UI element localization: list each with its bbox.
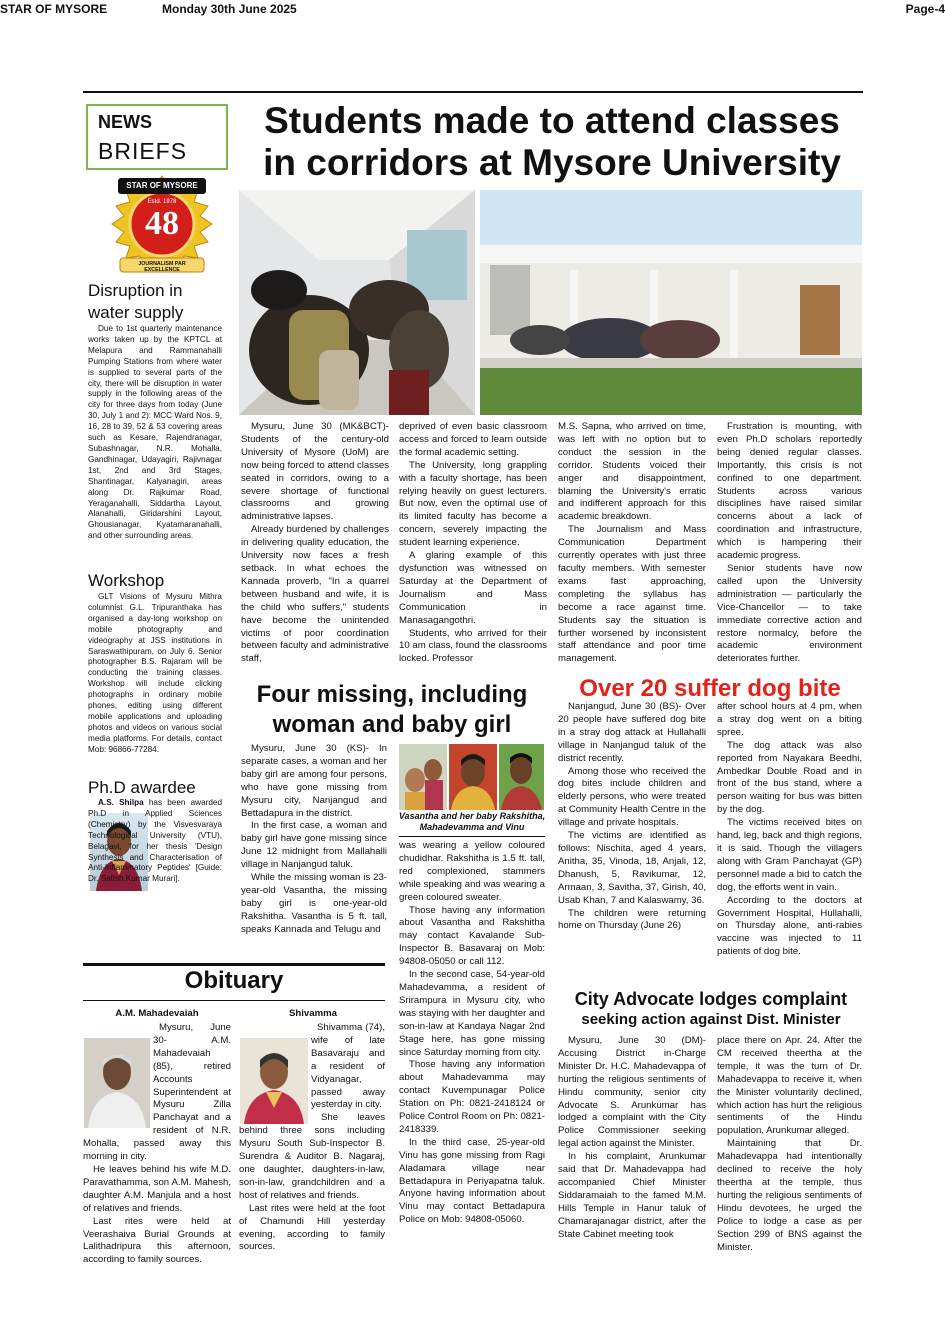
paragraph: In the third case, 25-year-old Vinu has gone missing from Ragi Aladamara village near Bettadapura in Periyapatna taluk. Anyone having information about Vinu may contact Bettadapura Police on Mob: 94808-05060.: [399, 1136, 545, 1226]
paragraph: The children were returning home on Thursday (June 26): [558, 907, 706, 932]
missing-headline-line2: woman and baby girl: [272, 711, 512, 738]
corridor-photo-right: [480, 190, 862, 415]
paragraph: A glaring example of this dysfunction was witnessed on Saturday at the Department of Journalism and Mass Communication in Manasagangothri.: [399, 550, 547, 626]
logo-estd: Estd. 1978: [147, 199, 177, 205]
paragraph: In the second case, 54-year-old Mahadevamma, a resident of Srirampura in Mysuru city, who was staying with her daughter and son-in-law at Kandaya Nagar 2nd Stage here, has gone missing since Saturday morning from city.: [399, 969, 545, 1058]
paragraph: Maintaining that Dr. Mahadevappa had intentionally declined to receive the holy theertha at the temple, thus hurting the religious sentiments of Hindu devotees, he urged the Police to lodge a case as per Section 299 of BNS against the Minister.: [717, 1138, 862, 1253]
paragraph: She leaves behind three sons including Mysuru South Sub-Inspector B. Surendra & Auditor B. Nagaraj, one daughter, daughters-in-law, son-in-law, grandchildren and a host of relatives and friends.: [239, 1112, 385, 1201]
paragraph: Nanjangud, June 30 (BS)- Over 20 people have suffered dog bite in a stray dog attack at Hullahalli village in Nanjangud taluk of the district recently.: [558, 701, 706, 764]
brief-heading: Disruption in water supply: [88, 281, 184, 322]
paragraph: Those having any information about Mahadevamma may contact Kuvempunagar Police Station on Ph: 0821-2418124 or Police Control Room on Ph: 0821-2418339.: [399, 1059, 545, 1135]
paragraph: Frustration is mounting, with even Ph.D scholars reportedly being denied regular classes. Importantly, this crisis is not confined to one department. Students across various disciplines have raised similar concerns about a lack of coordination and infrastructure, which is hampering their academic progress.: [717, 421, 862, 562]
paragraph: The University, long grappling with a faculty shortage, has been relying heavily on guest lecturers. But now, even the optimal use of its limited faculty has become a concern, severely impacting the student learning experience.: [399, 459, 547, 549]
obituary-b-p1: [239, 1022, 385, 1112]
paragraph: The victims received bites on hand, leg, back and thigh regions, it is said. Though the villagers along with Gram Panchayat (GP) personnel made a bid to catch the dog, the efforts went in vain.: [717, 817, 862, 893]
missing-headline-line1: Four missing, including: [256, 681, 528, 708]
masthead: [0, 0, 945, 18]
paragraph: was wearing a yellow coloured chudidhar. Rakshitha is 1.5 ft. tall, red complexioned, stammers while speaking and was wearing a green coloured sweater.: [399, 840, 545, 903]
obituary-a-text: [83, 1022, 231, 1267]
lead-headline-line2: in corridors at Mysore University: [263, 142, 841, 183]
advocate-col-1: [558, 1035, 706, 1242]
logo-number: 48: [145, 205, 179, 242]
dog-col-1: [558, 701, 706, 933]
lead-headline: [232, 100, 872, 184]
missing-headline: [236, 680, 548, 740]
page-number: Page-4: [905, 2, 945, 16]
brief-workshop: [88, 570, 222, 756]
paragraph: The dog attack was also reported from Nayakara Beedhi, Ambedkar Double Road and in front of the bus stand, where a person waiting for bus was bitten by the dog.: [717, 739, 862, 816]
paragraph: Those having any information about Vasantha and Rakshitha may contact Kavalande Sub-Inspector B. Basavaraj on Mob: 94808-05050 or call 112.: [399, 904, 545, 968]
lead-col-4: [717, 421, 862, 666]
paragraph: Mysuru, June 30 (KS)- In separate cases, a woman and her baby girl are among four persons, who have gone missing from Mysuru city, Nanjangud and Bettadapura in the district.: [241, 743, 387, 819]
brief-body: GLT Visions of Mysuru Mithra columnist G.L. Tripuranthaka has organised a day-long workshop on mobile photography and videography at JSS institutions in Saraswathipuram, on July 6. Senior photographer B.S. Rajaram will be conducting the training classes. Workshop will include clicking photographs in ordinary mobile phones, editing using different mobile applications and uploading photos and videos on various social media platforms. For details, contact Mob: 96866-77284.: [88, 592, 222, 754]
obituary-b-p1-text: Shivamma (74), wife of late Basavaraju and a resident of Vidyanagar, passed away yesterday in city.: [311, 1022, 385, 1111]
phd-text: [88, 798, 222, 885]
paragraph: Senior students have now called upon the University administration — particularly the Vice-Chancellor — to take immediate corrective action and restore normalcy, before the academic environment deteriorates further.: [717, 562, 862, 665]
paragraph: deprived of even basic classroom access and forced to learn outside the formal academic setting.: [399, 421, 547, 458]
advocate-headline-line1: City Advocate lodges complaint: [574, 989, 848, 1009]
paragraph: In the first case, a woman and baby girl have gone missing since June 12 midnight from Mallahalli village in Nanjangud taluk.: [241, 820, 387, 871]
paragraph: Last rites were held at Veerashaiva Burial Grounds at Lalithadripura this afternoon, according to family sources.: [83, 1215, 231, 1266]
paragraph: The Journalism and Mass Communication Department currently operates with just three faculty members. With semester exams fast approaching, completing the syllabus has become a race against time. Students say the situation is further worsened by inconsistent staff attendance and poor time management.: [558, 524, 706, 665]
lead-col-1: [241, 421, 389, 666]
paragraph: According to the doctors at Government Hospital, Hullahalli, on Thursday alone, anti-rabies vaccine was injected to 11 patients of dog bite.: [717, 894, 862, 958]
paper-name: STAR OF MYSORE: [0, 2, 108, 16]
news-briefs-title: NEWS: [98, 112, 152, 132]
paragraph: Mysuru, June 30 (DM)- Accusing District in-Charge Minister Dr. H.C. Mahadevappa of hurting the religious sentiments of Hindu community, senior city Advocate S. Arunkumar has lodged a complaint with the City Police Commissioner seeking legal action against the Minister.: [558, 1035, 706, 1150]
obituary-b-text: [239, 1022, 385, 1254]
missing-col-2: [399, 840, 545, 1227]
paragraph: after school hours at 4 pm, when a stray dog went on a biting spree.: [717, 701, 862, 738]
paragraph: M.S. Sapna, who arrived on time, was left with no option but to conduct the session in the corridor. Students voiced their anger and disappointment, blaming the University's erratic and indifferent approach for this academic breakdown.: [558, 421, 706, 523]
briefs-subtitle: BRIEFS: [98, 138, 188, 164]
anniversary-logo: [104, 172, 220, 280]
obituary-b-name: Shivamma: [289, 1008, 337, 1019]
logo-top-text: STAR OF MYSORE: [126, 181, 198, 190]
obituary-underline: [83, 1000, 385, 1001]
caption-rule: [399, 836, 545, 837]
paragraph: place there on Apr. 24. After the CM received theertha at the temple, it was the turn of Dr. Mahadevappa to receive it, when the Minister voluntarily declined, which action has hurt the religious sentiments of the Hindu population, Arunkumar alleged.: [717, 1035, 862, 1137]
caption-line2: Mahadevamma and Vinu: [419, 822, 525, 832]
lead-col-2: [399, 421, 547, 666]
brief-heading: Workshop: [88, 571, 165, 590]
obituary-a-name: A.M. Mahadevaiah: [115, 1008, 199, 1019]
logo-motto: JOURNALISM PAR EXCELLENCE: [138, 261, 186, 273]
brief-phd: [88, 777, 222, 799]
corridor-photo-left: [239, 190, 475, 415]
paragraph: The victims are identified as follows: Nischita, aged 4 years, Anitha, 35, Vinoda, 18, Anjali, 12, Dhanush, 5, Ravikumar, 12, Armaan, 3, Savitha, 37, Girish, 40, Usab Khan, 7 and Kalaswamy, 36.: [558, 830, 706, 906]
dog-col-2: [717, 701, 862, 959]
missing-photo-caption: [397, 811, 547, 833]
paragraph: Mysuru, June 30 (MK&BCT)- Students of the century-old University of Mysore (UoM) are now being forced to attend classes seated in corridors, owing to a severe shortage of functional classrooms and growing administrative lapses.: [241, 421, 389, 523]
obituary-title: Obituary: [184, 967, 284, 994]
advocate-headline: [556, 988, 866, 1030]
lead-headline-line1: Students made to attend classes: [264, 100, 840, 141]
paragraph: He leaves behind his wife M.D. Paravathamma, son A.M. Mahesh, daughter A.M. Manjula and a host of relatives and friends.: [83, 1163, 231, 1214]
brief-body: Due to 1st quarterly maintenance works taken up by the KPTCL at Melapura and Rammanahalli Pumping Stations from where water is supplied to several parts of the city, there will be disruption in water supply in the following areas of the city for three days from today (June 30, July 1 and 2): MCC Ward Nos. 9, 16, 28 to 39, 52 & 53 covering areas such as Kesare, Rajendranagar, Subashnagar, N.R. Mohalla, Gandhinagar, Udayagiri, Rajivnagar 1st, 2nd and 3rd Stages, Shantinagar, Kalyanagiri, areas along Dr. Rajkumar Road, Yeraganahalli, Siddartha Layout, Alanahalli, Giridarshini Layout, Ghousianagar, Kyatamaranahalli, and other surrounding areas.: [88, 324, 222, 541]
missing-photo-vinu: [499, 744, 544, 810]
phd-name: A.S. Shilpa: [98, 798, 144, 807]
masthead-rule: [83, 91, 863, 93]
issue-date: Monday 30th June 2025: [162, 2, 297, 16]
paragraph: Among those who received the dog bites include children and elderly persons, who were treated at Community Health Centre in the village and private hospitals.: [558, 765, 706, 829]
brief-water-supply: [88, 280, 222, 542]
brief-heading: Ph.D awardee: [88, 778, 196, 797]
missing-col-1: [241, 743, 387, 937]
missing-photo-mahadevamma: [449, 744, 497, 810]
missing-photo-vasantha: [399, 744, 447, 810]
dog-headline: Over 20 suffer dog bite: [579, 675, 841, 702]
obituary-a-p1: [83, 1022, 231, 1164]
lead-col-3: [558, 421, 706, 666]
paragraph: Already burdened by challenges in delivering quality education, the University now faces a fresh setback. In what echoes the Kannada proverb, "In a quarrel between husband and wife, it is the child who suffers," students have become the unintended victims of poor coordination between faculty and administrative staff,: [241, 524, 389, 665]
advocate-headline-line2: seeking action against Dist. Minister: [581, 1011, 841, 1028]
paragraph: In his complaint, Arunkumar said that Dr. Mahadevappa had accompanied Chief Minister Siddaramaiah to the famed M.M. Hills Temple in Hanur taluk of Chamarajanagar district, after the State Cabinet meeting took: [558, 1151, 706, 1240]
paragraph: While the missing woman is 23-year-old Vasantha, the missing baby girl is one-year-old Rakshitha. Vasantha is 5 ft. tall, speaks Kannada and Telugu and: [241, 872, 387, 935]
paragraph: Last rites were held at the foot of Chamundi Hill yesterday evening, according to family sources.: [239, 1202, 385, 1253]
caption-line1: Vasantha and her baby Rakshitha,: [398, 811, 546, 821]
phd-body: has been awarded Ph.D in Applied Sciences (Chemistry) by the Visvesvaraya Technological University (VTU), Belagavi, for her thesis 'Design Synthesis and Characterisation of Anti-Inflammatory Peptides' [Guide: Dr. Satish Kumar Murari].: [88, 798, 223, 884]
obituary-a-p1-text: Mysuru, June 30- A.M. Mahadevaiah (85), retired Accounts Superintendent at Mysuru Zilla Panchayat and a resident of N.R. Mohalla, passed away this morning in city.: [83, 1022, 231, 1163]
paragraph: Students, who arrived for their 10 am class, found the classrooms locked. Professor: [399, 627, 547, 665]
advocate-col-2: [717, 1035, 862, 1254]
